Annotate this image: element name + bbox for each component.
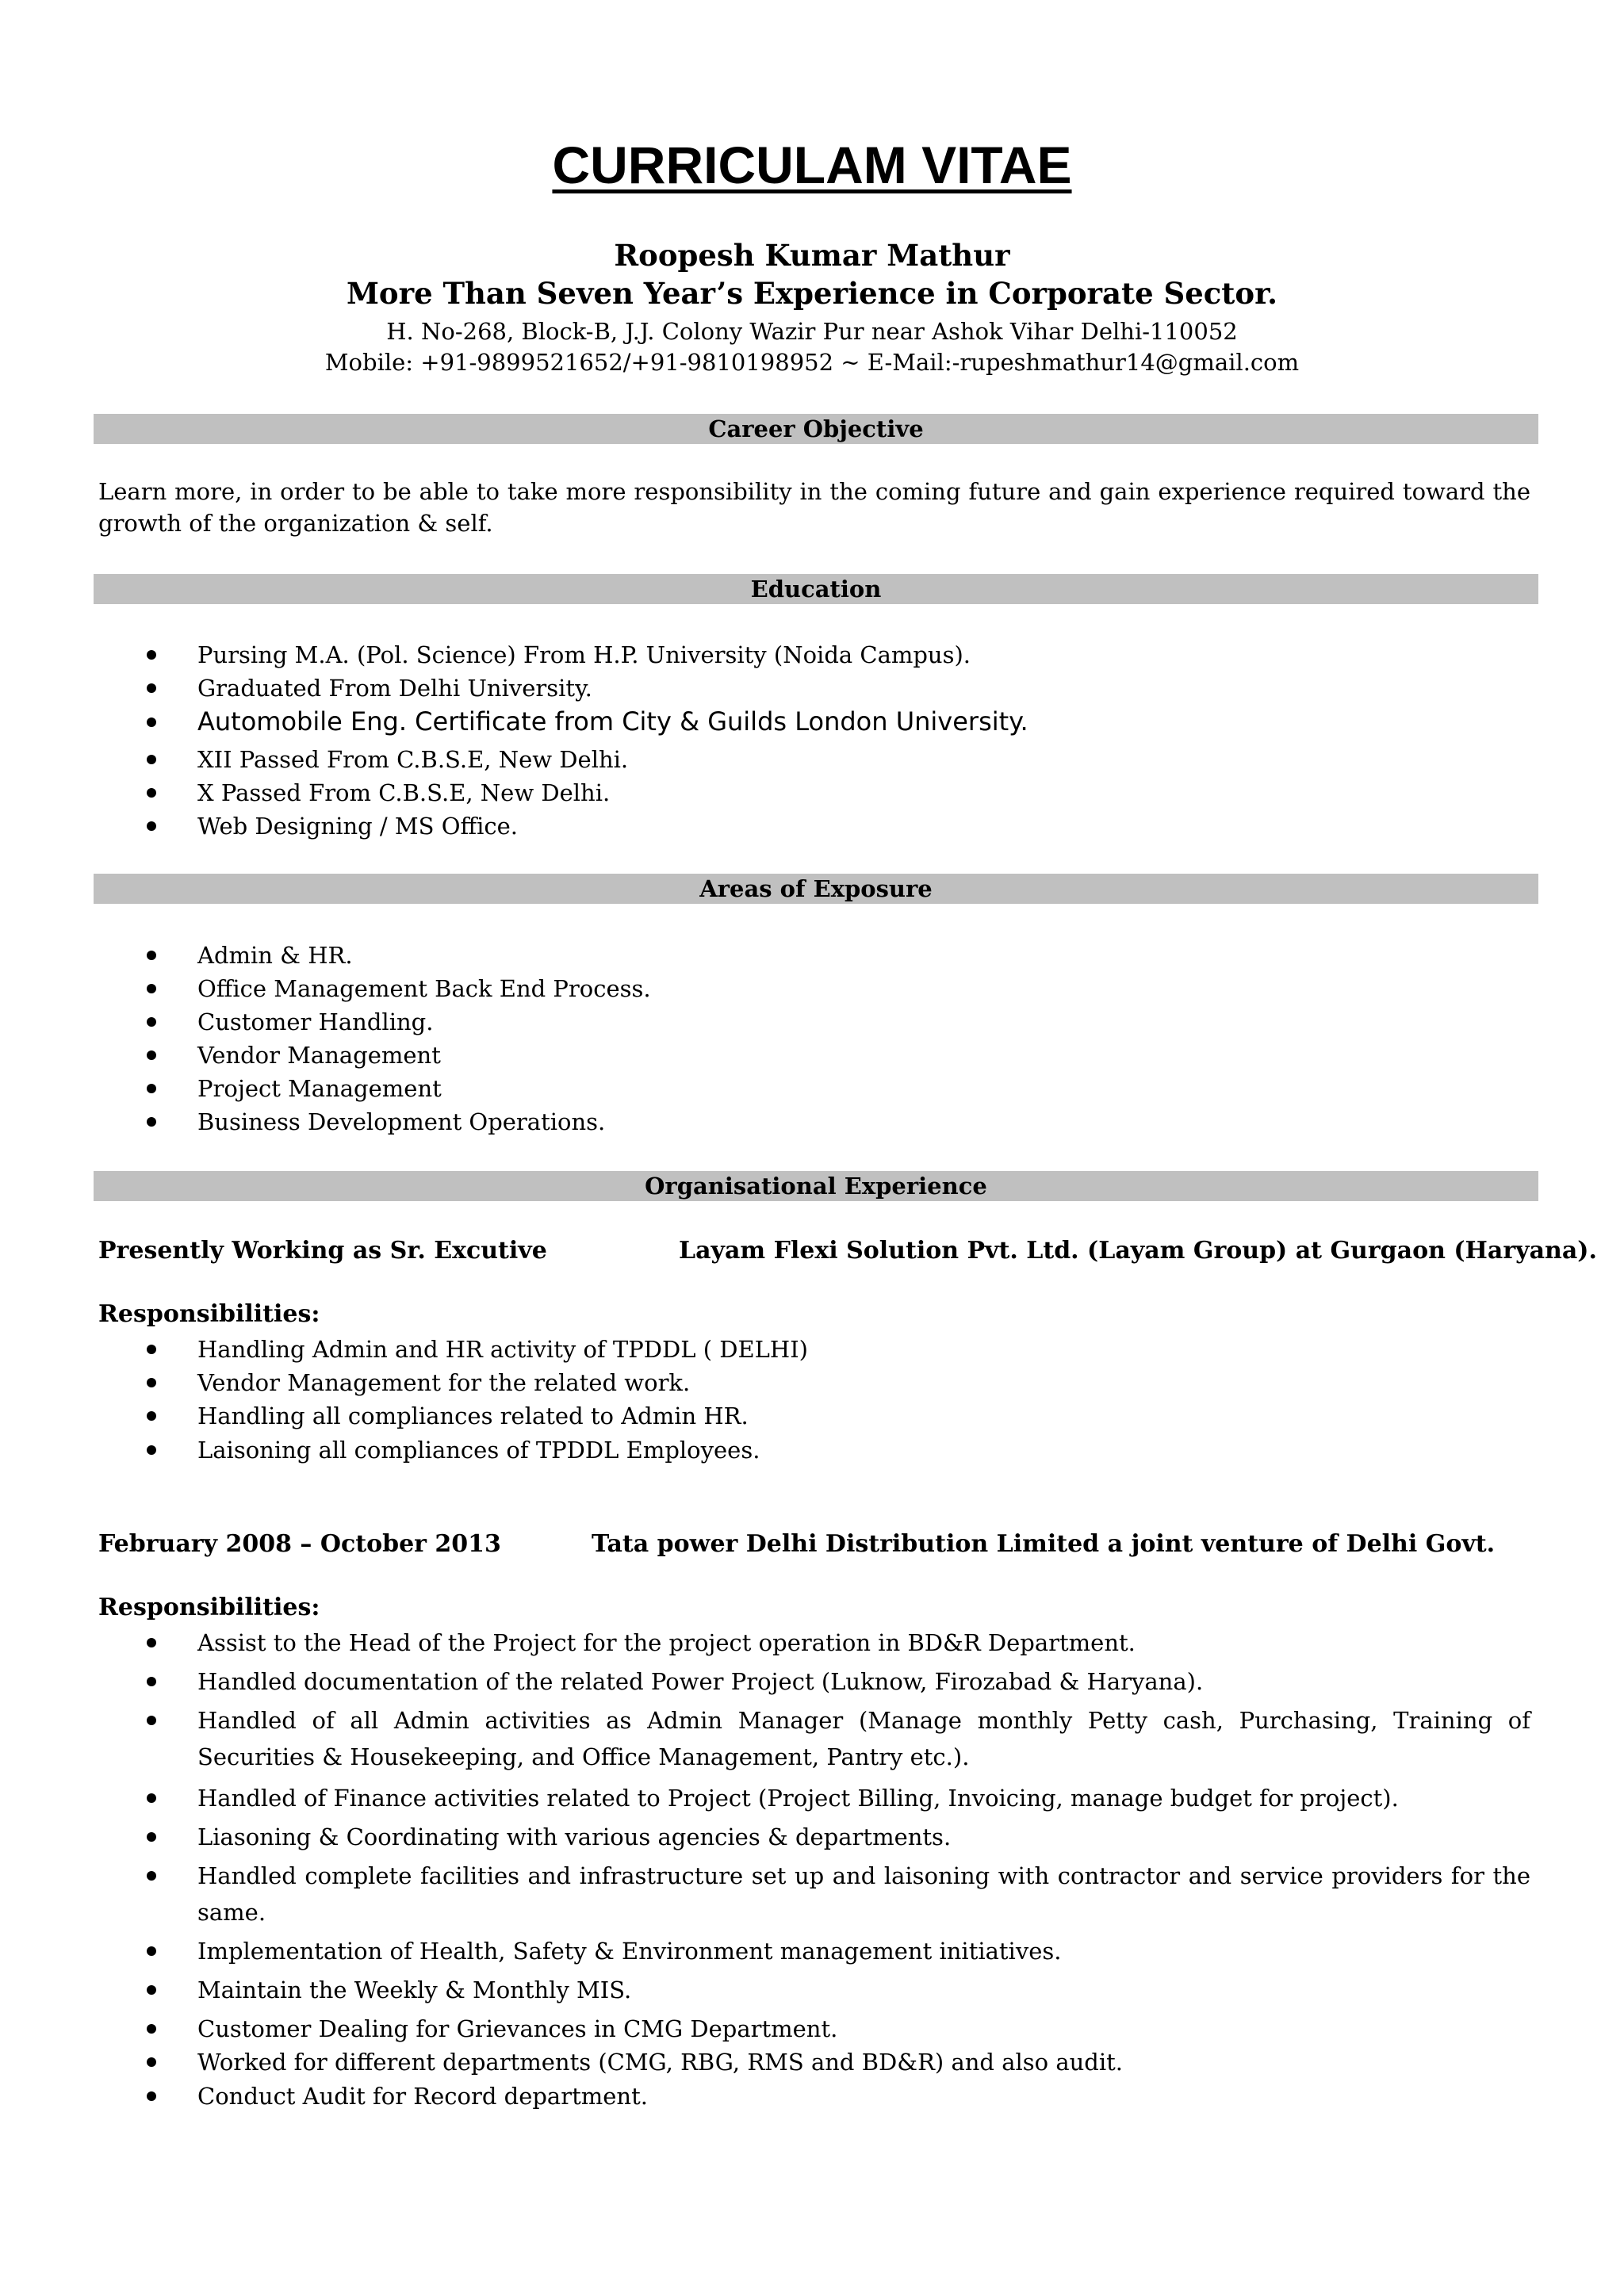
bullet-icon — [147, 1050, 156, 1060]
address-line: H. No-268, Block-B, J.J. Colony Wazir Pur near Ashok Vihar Delhi-110052 — [386, 318, 1238, 345]
bullet-icon — [147, 1677, 156, 1686]
bullet-icon — [147, 821, 156, 831]
job-period: Presently Working as Sr. Excutive — [98, 1237, 547, 1265]
bullet-icon — [147, 718, 156, 727]
bullet-icon — [147, 788, 156, 798]
bullet-icon — [147, 683, 156, 693]
section-heading-career-objective: Career Objective — [94, 414, 1538, 444]
bullet-icon — [147, 1793, 156, 1803]
bullet-icon — [147, 2057, 156, 2067]
bullet-icon — [147, 1378, 156, 1387]
job-company: Tata power Delhi Distribution Limited a joint venture of Delhi Govt. — [592, 1530, 1496, 1558]
bullet-icon — [147, 755, 156, 764]
document-title: CURRICULAM VITAE — [552, 136, 1072, 194]
bullet-icon — [147, 2091, 156, 2101]
bullet-icon — [147, 1411, 156, 1421]
responsibilities-label: Responsibilities: — [98, 1594, 320, 1621]
section-heading-education: Education — [94, 574, 1538, 604]
bullet-icon — [147, 1084, 156, 1093]
bullet-icon — [147, 984, 156, 993]
bullet-icon — [147, 1832, 156, 1842]
bullet-icon — [147, 1445, 156, 1455]
bullet-icon — [147, 1117, 156, 1127]
job-period: February 2008 – October 2013 — [98, 1530, 501, 1558]
bullet-icon — [147, 650, 156, 660]
job-company: Layam Flexi Solution Pvt. Ltd. (Layam Group) at Gurgaon (Haryana). — [679, 1237, 1597, 1265]
career-objective-text: Learn more, in order to be able to take more responsibility in the coming future and gain experience required toward the growth of the organization & self. — [98, 478, 1530, 537]
bullet-icon — [147, 1638, 156, 1647]
bullet-icon — [147, 1985, 156, 1995]
bullet-icon — [147, 1946, 156, 1956]
resume-page: CURRICULAM VITAE Roopesh Kumar Mathur More Than Seven Year’s Experience in Corporate Sector. H. No-268, Block-B, J.J. Colony Wazir Pur near Ashok Vihar Delhi-110052 Mobile: +91-9899521652/+91-9810198952 ~ E-Mail:-rupeshmathur14@gmail.com Career Objective Learn more, in order to be able to take more responsibility in the coming future and gain experience required toward the growth of the organization & self. Education Pursing M.A. (Pol. Science) From H.P. University (Noida Campus). Graduated From Delhi University. Automobile Eng. Certificate from City & Guilds London University. XII Passed From C.B.S.E, New Delhi. X Passed From C.B.S.E, New Delhi. Web Designing / MS Office. Areas of Exposure Admin & HR. Office Management Back End Process. Customer Handling. Vendor Management Project Management Business Development Operations. Organisational Experience Presently Working as Sr. Excutive Layam Flexi Solution Pvt. Ltd. (Layam Group) at Gurgaon (Haryana). Responsibilities: Handling Admin and HR activity of TPDDL ( DELHI) Vendor Management for the related work. Handling all compliances related to Admin HR. Laisoning all compliances of TPDDL Employees. February 2008 – October 2013 Tata power Delhi Distribution Limited a joint venture of Delhi Govt. Responsibilities: Assist to the Head of the Project for the project operation in BD&R Department. Handled documentation of the related Power Project (Luknow, Firozabad & Haryana). Handled of all Admin activities as Admin Manager (Manage monthly Petty cash, Purchasing, Training of Securities & Housekeeping, and Office Management, Pantry etc.). Handled of Finance activities related to Project (Project Billing, Invoicing, manage budget for project). Liasoning & Coordinating with various agencies & departments. Handled complete facilities and infrastructure set up and laisoning with contractor and service providers for the same. Implementation of Health, Safety & Environment management initiatives. Maintain the Weekly & Monthly MIS. Customer Dealing for Grievances in CMG Department. Worked for different departments (CMG, RBG, RMS and BD&R) and also audit. Conduct Audit for Record department. — [0, 0, 1624, 2296]
candidate-name: Roopesh Kumar Mathur — [614, 238, 1010, 273]
bullet-icon — [147, 1716, 156, 1725]
bullet-icon — [147, 1871, 156, 1881]
bullet-icon — [147, 2024, 156, 2034]
contact-line: Mobile: +91-9899521652/+91-9810198952 ~ E-Mail:-rupeshmathur14@gmail.com — [324, 349, 1300, 376]
bullet-icon — [147, 951, 156, 960]
bullet-icon — [147, 1017, 156, 1027]
experience-tagline: More Than Seven Year’s Experience in Corporate Sector. — [346, 276, 1278, 311]
responsibilities-label: Responsibilities: — [98, 1300, 320, 1328]
section-heading-experience: Organisational Experience — [94, 1171, 1538, 1201]
bullet-icon — [147, 1345, 156, 1354]
section-heading-exposure: Areas of Exposure — [94, 874, 1538, 904]
